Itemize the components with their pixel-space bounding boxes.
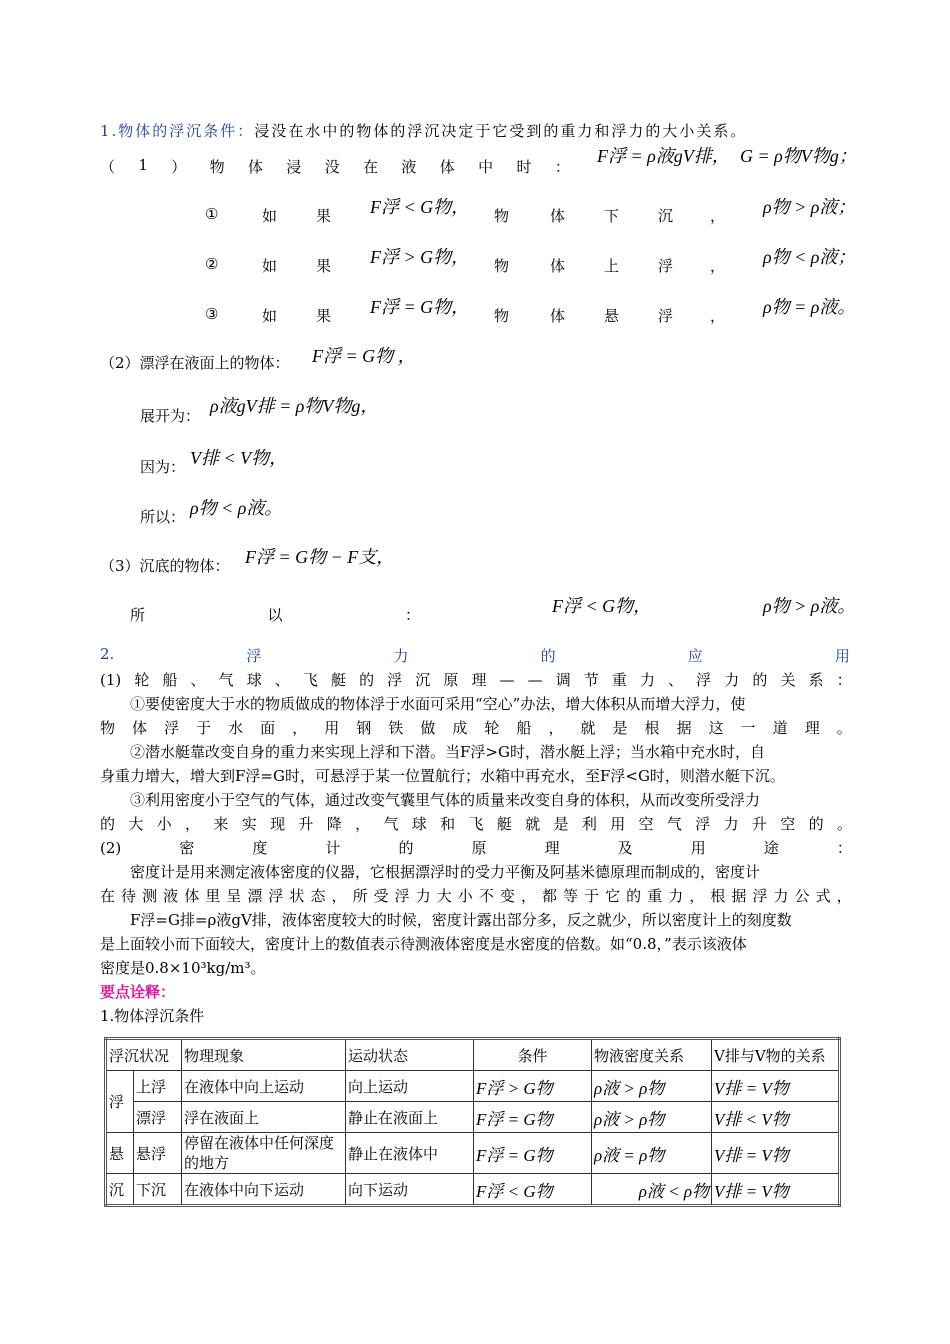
char: 浮: [752, 887, 768, 905]
group-suspend: 悬: [106, 1133, 134, 1174]
char: 、: [274, 671, 290, 689]
char: ，: [710, 307, 726, 325]
row-state: 漂浮: [134, 1102, 182, 1133]
char: 艇: [496, 815, 512, 833]
row-phenomenon: 停留在液体中任何深度的地方: [182, 1133, 346, 1174]
char: ，: [689, 887, 705, 905]
char: 气: [218, 671, 234, 689]
row-motion: 静止在液面上: [346, 1102, 474, 1133]
char: ，: [520, 887, 536, 905]
char: 体: [132, 719, 148, 737]
row-phenomenon: 浮在液面上: [182, 1102, 346, 1133]
char: 力: [415, 887, 431, 905]
char: 的: [808, 815, 824, 833]
char: ，: [331, 887, 347, 905]
table-row: [106, 1174, 840, 1206]
char: 如: [262, 257, 278, 275]
because-formula: V排 < V物，: [190, 448, 288, 468]
char: 、: [190, 671, 206, 689]
so-formula: ρ物 < ρ液。: [190, 498, 283, 518]
table-header-row: [106, 1039, 840, 1071]
sub1-line: [100, 668, 852, 692]
char: 液: [401, 158, 417, 176]
char: 浮: [658, 257, 674, 275]
sink-density: ρ物 > ρ液。: [763, 596, 856, 616]
section1-title-rest: 浸没在水中的物体的浮沉决定于它受到的重力和浮力的大小关系。: [254, 122, 748, 140]
char: 船: [516, 719, 532, 737]
char: 道: [772, 719, 788, 737]
char: 节: [583, 671, 599, 689]
heading-char: 的: [540, 647, 556, 665]
case-density-relation: ρ物 < ρ液；: [763, 247, 856, 267]
char: 式: [815, 887, 831, 905]
char: 根: [644, 719, 660, 737]
char: ，: [548, 719, 564, 737]
char: ，: [710, 257, 726, 275]
char: 的: [752, 671, 768, 689]
char: 里: [205, 887, 221, 905]
char: 等: [563, 887, 579, 905]
char: 果: [316, 257, 332, 275]
case-condition: F浮 = G物，: [370, 297, 470, 317]
header-volume: V排与V物的关系: [712, 1039, 840, 1071]
row-state: 悬浮: [134, 1133, 182, 1174]
char: 都: [541, 887, 557, 905]
char: 果: [316, 307, 332, 325]
table-row: [106, 1102, 840, 1133]
sink-label: （3）沉底的物体：: [100, 557, 230, 575]
char: 艇: [330, 671, 346, 689]
sink-so-line: [130, 604, 420, 625]
char: 面: [260, 719, 276, 737]
char: 浮: [164, 719, 180, 737]
char: 体: [247, 158, 263, 176]
char: 大: [436, 887, 452, 905]
header-density: 物液密度关系: [592, 1039, 712, 1071]
floating-label: （2）漂浮在液面上的物体：: [100, 354, 290, 372]
char: 物: [494, 257, 510, 275]
char: 根: [710, 887, 726, 905]
char: 浮: [394, 887, 410, 905]
para3-line-b: [100, 812, 852, 836]
because-label: 因为：: [140, 458, 186, 476]
heading-char: 应: [687, 647, 703, 665]
key-points-heading: 要点诠释：: [100, 983, 176, 1001]
case-number: ②: [205, 255, 219, 273]
char: 轮: [134, 671, 150, 689]
row-phenomenon: 在液体中向下运动: [182, 1174, 346, 1206]
char: 公: [794, 887, 810, 905]
char: 气: [383, 815, 399, 833]
case-condition: F浮 < G物，: [370, 197, 470, 217]
char: 重: [611, 671, 627, 689]
char: 小: [457, 887, 473, 905]
char: 力: [724, 671, 740, 689]
char: 浮: [695, 815, 711, 833]
char: —: [499, 671, 515, 689]
char: 状: [289, 887, 305, 905]
char: 没: [324, 158, 340, 176]
para4-line-c: F浮=G排=ρ液gV排，液体密度较大的时候，密度计露出部分多，反之就少，所以密度计上的刻度数: [100, 911, 792, 929]
row-phenomenon: 在液体中向上运动: [182, 1071, 346, 1102]
char: 上: [604, 257, 620, 275]
condition-line: [100, 156, 570, 177]
char: 就: [525, 815, 541, 833]
header-state: 浮沉状况: [106, 1039, 182, 1071]
para4-line-d: 是上面较小而下面较大，密度计上的数值表示待测液体密度是水密度的倍数。如“0.8，”表示该液体: [100, 935, 747, 953]
char: (1): [100, 671, 122, 689]
para3-line-a: ③利用密度小于空气的气体，通过改变气囊里气体的质量来改变自身的体积，从而改变所受浮力: [100, 791, 761, 809]
heading-char: 用: [834, 647, 850, 665]
para1-line-b: [100, 716, 852, 740]
row-volume: V排 < V物: [712, 1102, 840, 1133]
char: 1: [138, 156, 148, 174]
row-volume: V排 = V物: [712, 1071, 840, 1102]
char: ，: [836, 887, 852, 905]
case-density-relation: ρ物 = ρ液。: [763, 297, 856, 317]
header-phenomenon: 物理现象: [182, 1039, 346, 1071]
char: 悬: [604, 307, 620, 325]
row-motion: 向上运动: [346, 1071, 474, 1102]
row-condition: F浮 = G物: [474, 1102, 592, 1133]
row-condition: F浮 < G物: [474, 1174, 592, 1206]
row-condition: F浮 > G物: [474, 1071, 592, 1102]
char: 力: [668, 887, 684, 905]
para1-line-a: ①要使密度大于水的物质做成的物体浮于水面可采用“空心”办法，增大体积从而增大浮力，使: [100, 695, 746, 713]
char: 。: [836, 719, 852, 737]
char: 船: [162, 671, 178, 689]
group-sink: 沉: [106, 1174, 134, 1206]
char: 系: [808, 671, 824, 689]
char: 理: [544, 839, 560, 857]
char: 计: [325, 839, 341, 857]
char: 关: [780, 671, 796, 689]
char: 果: [316, 207, 332, 225]
char: 不: [478, 887, 494, 905]
char: 降: [326, 815, 342, 833]
char: 。: [836, 815, 852, 833]
char: 途: [763, 839, 779, 857]
char: 空: [780, 815, 796, 833]
char: 据: [676, 719, 692, 737]
char: 物: [494, 207, 510, 225]
char: 铁: [388, 719, 404, 737]
row-density: ρ液 > ρ物: [592, 1102, 712, 1133]
char: ，: [185, 815, 201, 833]
row-density: ρ液 < ρ物: [592, 1174, 712, 1206]
char: 密: [179, 839, 195, 857]
char: ：: [836, 671, 852, 689]
char: 理: [804, 719, 820, 737]
char: 体: [550, 257, 566, 275]
char: 一: [740, 719, 756, 737]
char: 用: [610, 815, 626, 833]
char: 浮: [268, 887, 284, 905]
char: ：: [404, 606, 420, 624]
gravity-formula: G = ρ物V物g；: [740, 146, 857, 166]
case-density-relation: ρ物 > ρ液；: [763, 197, 856, 217]
char: 用: [690, 839, 706, 857]
char: 用: [324, 719, 340, 737]
table-row: [106, 1071, 840, 1102]
char: 物: [100, 719, 116, 737]
row-motion: 向下运动: [346, 1174, 474, 1206]
para2-line-a: ②潜水艇靠改变自身的重力来实现上浮和下潜。当F浮>G时，潜水艇上浮；当水箱中充水时，自: [100, 743, 765, 761]
char: 于: [196, 719, 212, 737]
case-number: ③: [205, 305, 219, 323]
char: 物: [209, 158, 225, 176]
char: 飞: [468, 815, 484, 833]
char: 来: [213, 815, 229, 833]
char: ，: [710, 207, 726, 225]
char: ，: [292, 719, 308, 737]
char: 小: [156, 815, 172, 833]
char: 力: [723, 815, 739, 833]
case-condition: F浮 > G物，: [370, 247, 470, 267]
char: 调: [555, 671, 571, 689]
case-number: ①: [205, 205, 219, 223]
char: ，: [355, 815, 371, 833]
row-motion: 静止在液体中: [346, 1133, 474, 1174]
char: 液: [163, 887, 179, 905]
char: 升: [751, 815, 767, 833]
char: 钢: [356, 719, 372, 737]
char: 原: [471, 839, 487, 857]
char: 浮: [387, 671, 403, 689]
char: 如: [262, 207, 278, 225]
row-volume: V排 = V物: [712, 1174, 840, 1206]
char: 于: [584, 887, 600, 905]
char: 它: [605, 887, 621, 905]
table-row: [106, 1133, 840, 1174]
char: ：: [836, 839, 852, 857]
char: 的: [626, 887, 642, 905]
char: 浮: [696, 671, 712, 689]
char: ）: [171, 158, 187, 176]
char: 重: [647, 887, 663, 905]
floating-conditions-table: [104, 1037, 841, 1207]
char: 实: [241, 815, 257, 833]
char: 轮: [484, 719, 500, 737]
char: 漂: [247, 887, 263, 905]
char: 的: [398, 839, 414, 857]
char: 是: [553, 815, 569, 833]
char: 中: [478, 158, 494, 176]
char: 和: [440, 815, 456, 833]
char: 球: [411, 815, 427, 833]
expand-label: 展开为：: [140, 407, 201, 425]
group-float: 浮: [106, 1071, 134, 1133]
char: 飞: [302, 671, 318, 689]
char: 的: [100, 815, 116, 833]
char: (2): [100, 839, 122, 857]
char: 物: [494, 307, 510, 325]
char: 升: [298, 815, 314, 833]
char: 就: [580, 719, 596, 737]
section2-heading: [100, 645, 850, 666]
heading-char: 浮: [246, 647, 262, 665]
char: 浮: [658, 307, 674, 325]
row-condition: F浮 = G物: [474, 1133, 592, 1174]
floating-formula: F浮 = G物 ，: [312, 346, 416, 366]
char: 原: [443, 671, 459, 689]
char: 球: [246, 671, 262, 689]
section1-heading: [100, 120, 747, 141]
char: 在: [363, 158, 379, 176]
section2-body: [100, 668, 852, 1028]
char: 成: [452, 719, 468, 737]
char: 沉: [415, 671, 431, 689]
char: 利: [581, 815, 597, 833]
char: 是: [612, 719, 628, 737]
char: 空: [638, 815, 654, 833]
char: 时: [516, 158, 532, 176]
char: 变: [499, 887, 515, 905]
heading-char: 2.: [100, 645, 115, 663]
char: 的: [359, 671, 375, 689]
row-state: 上浮: [134, 1071, 182, 1102]
char: 所: [352, 887, 368, 905]
para4-line-e: 密度是0.8×10³kg/m³。: [100, 959, 266, 977]
char: 及: [617, 839, 633, 857]
sink-condition: F浮 < G物，: [552, 596, 652, 616]
char: 大: [128, 815, 144, 833]
char: 度: [252, 839, 268, 857]
char: 体: [439, 158, 455, 176]
char: 这: [708, 719, 724, 737]
char: ：: [554, 158, 570, 176]
char: 做: [420, 719, 436, 737]
section1-title: 1.物体的浮沉条件：: [100, 122, 255, 140]
para2-line-b: 身重力增大，增大到F浮=G时，可悬浮于某一位置航行；水箱中再充水，至F浮<G时，则潜水艇下沉。: [100, 767, 785, 785]
char: 下: [604, 207, 620, 225]
char: 体: [184, 887, 200, 905]
char: 、: [668, 671, 684, 689]
so-label: 所以：: [140, 508, 186, 526]
char: 所: [130, 606, 146, 624]
sink-formula: F浮 = G物 − F支，: [245, 547, 395, 567]
char: 理: [471, 671, 487, 689]
char: 力: [773, 887, 789, 905]
char: 现: [270, 815, 286, 833]
expand-formula: ρ液gV排 = ρ物V物g，: [210, 396, 379, 416]
char: 力: [639, 671, 655, 689]
char: 在: [100, 887, 116, 905]
char: 态: [310, 887, 326, 905]
row-state: 下沉: [134, 1174, 182, 1206]
char: 体: [550, 307, 566, 325]
char: 受: [373, 887, 389, 905]
char: 气: [666, 815, 682, 833]
buoyancy-formula: F浮 = ρ液gV排，: [597, 146, 730, 166]
row-density: ρ液 > ρ物: [592, 1071, 712, 1102]
char: 呈: [226, 887, 242, 905]
char: 如: [262, 307, 278, 325]
char: 据: [731, 887, 747, 905]
char: 沉: [658, 207, 674, 225]
char: 测: [142, 887, 158, 905]
char: 待: [121, 887, 137, 905]
char: 体: [550, 207, 566, 225]
sub2-line: [100, 836, 852, 860]
char: 浸: [286, 158, 302, 176]
row-density: ρ液 = ρ物: [592, 1133, 712, 1174]
header-condition: 条件: [474, 1039, 592, 1071]
char: （: [100, 158, 116, 176]
row-volume: V排 = V物: [712, 1133, 840, 1174]
header-motion: 运动状态: [346, 1039, 474, 1071]
char: 以: [267, 606, 283, 624]
heading-char: 力: [393, 647, 409, 665]
para4-line-a: 密度计是用来测定液体密度的仪器，它根据漂浮时的受力平衡及阿基米德原理而制成的，密度计: [100, 863, 761, 881]
para4-line-b: [100, 884, 852, 908]
char: —: [527, 671, 543, 689]
table-title: 1.物体浮沉条件: [100, 1007, 205, 1025]
char: 水: [228, 719, 244, 737]
